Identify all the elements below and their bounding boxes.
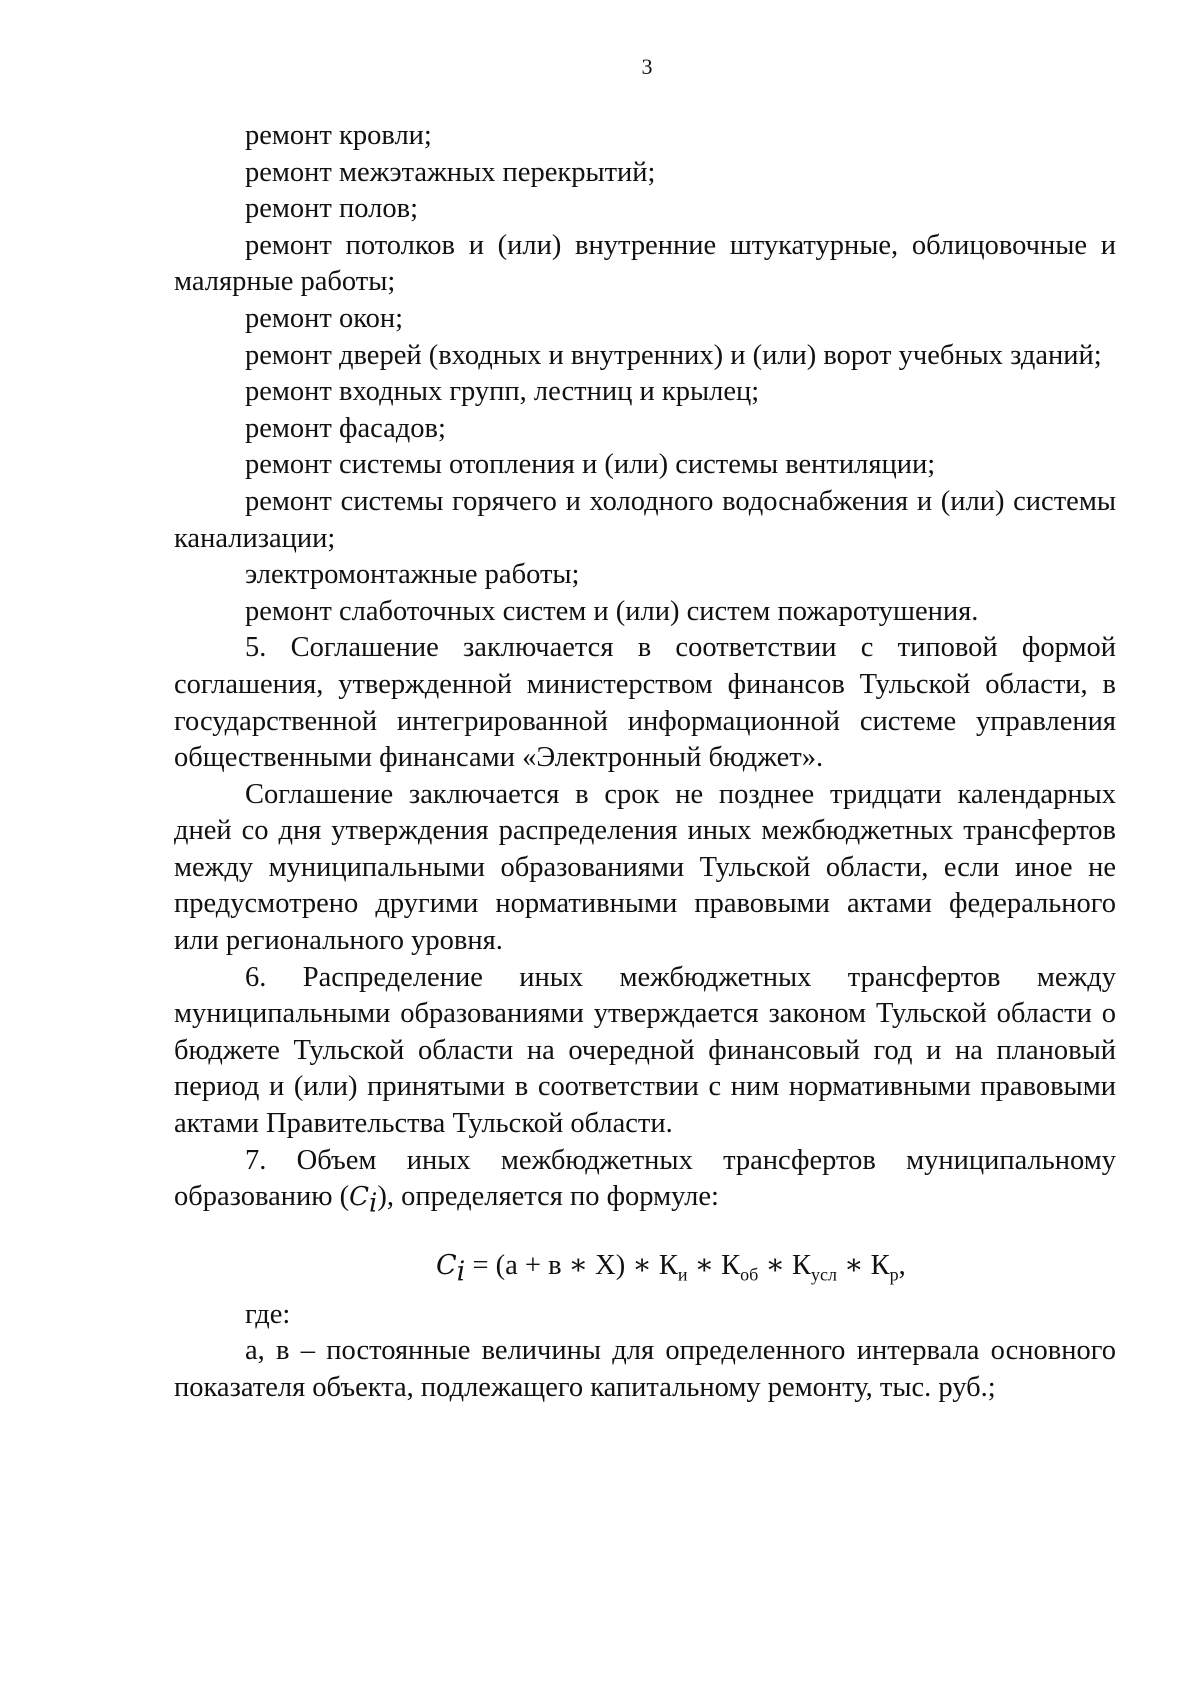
formula-k4: ∗ К — [836, 1249, 890, 1281]
formula-sub-k2: об — [740, 1264, 759, 1285]
inline-sub-i: i — [369, 1188, 378, 1219]
list-item: ремонт окон; — [245, 302, 404, 334]
list-item: ремонт входных групп, лестниц и крылец; — [245, 376, 760, 408]
formula-sub-k3: усл — [810, 1264, 837, 1285]
inline-var-c: C — [349, 1182, 370, 1213]
page-number: 3 — [641, 54, 653, 79]
paragraph-7-text: 7. Объем иных межбюджетных трансфертов муниципальному образованию ( — [174, 1144, 1116, 1213]
paragraph-6: 6. Распределение иных межбюджетных трансфертов между муниципальными образованиями утверждается законом Тульской области о бюджете Тульской области на очередной финансовый год и на плановый период и (или) принятыми в соответствии с ним нормативными правовыми актами Правительства Тульской области. — [174, 961, 1116, 1140]
list-item: ремонт кровли; — [245, 120, 432, 151]
formula-k3: ∗ К — [758, 1249, 811, 1281]
formula-sub-i: i — [456, 1256, 466, 1288]
formula-var-c: C — [436, 1249, 457, 1281]
formula-sub-k1: и — [677, 1264, 688, 1285]
inline-formula-ci — [349, 1181, 378, 1219]
list-item: ремонт фасадов; — [245, 412, 446, 444]
formula-sub-k4: р — [889, 1264, 899, 1285]
paragraph-5: 5. Соглашение заключается в соответствии с типовой формой соглашения, утвержденной министерством финансов Тульской области, в государственной интегрированной информационной системе управления общественными финансами «Электронный бюджет». — [174, 632, 1116, 774]
formula-equals: = — [465, 1249, 496, 1281]
paragraph-5-deadline: Соглашение заключается в срок не позднее тридцати календарных дней со дня утверждения распределения иных межбюджетных трансфертов между муниципальными образованиями Тульской области, если иное не предусмотрено другими нормативными правовыми актами федерального или регионального уровня. — [174, 778, 1116, 957]
formula — [174, 1245, 1116, 1287]
list-item: ремонт дверей (входных и внутренних) и (или) ворот учебных зданий; — [245, 339, 1102, 371]
formula-body: (а + в ∗ Х) ∗ К — [495, 1249, 678, 1281]
paragraph-7 — [174, 1143, 1116, 1219]
list-item: ремонт межэтажных перекрытий; — [245, 156, 656, 188]
list-item: ремонт слаботочных систем и (или) систем пожаротушения. — [245, 595, 979, 627]
paragraph-7-text-end: ), определяется по формуле: — [377, 1181, 719, 1213]
list-item: ремонт полов; — [245, 193, 418, 225]
list-item: ремонт потолков и (или) внутренние штукатурные, облицовочные и малярные работы; — [174, 229, 1116, 298]
formula-tail: , — [898, 1249, 906, 1281]
document-body — [174, 118, 1116, 1407]
list-item: ремонт системы отопления и (или) системы вентиляции; — [245, 449, 936, 481]
list-item: ремонт системы горячего и холодного водоснабжения и (или) системы канализации; — [174, 485, 1116, 554]
list-item: электромонтажные работы; — [245, 559, 580, 591]
formula-k2: ∗ К — [687, 1249, 741, 1281]
where-label: где: — [245, 1298, 291, 1330]
definition-a-b: а, в – постоянные величины для определенного интервала основного показателя объекта, подлежащего капитальному ремонту, тыс. руб.; — [174, 1335, 1116, 1403]
